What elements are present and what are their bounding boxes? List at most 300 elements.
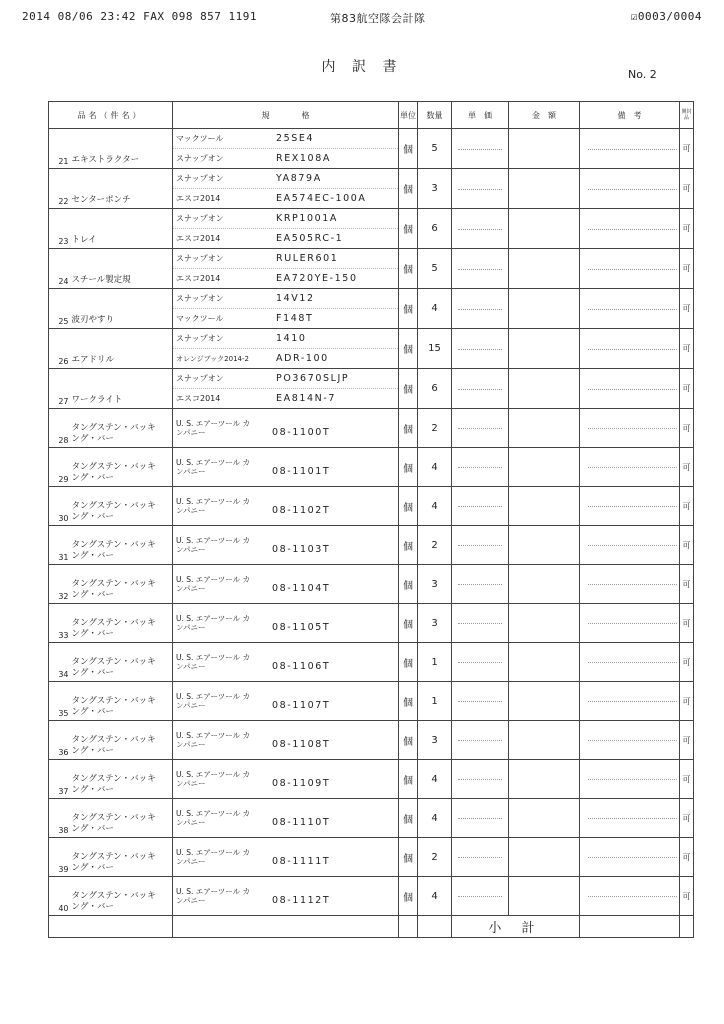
spec-model: EA814N-7 xyxy=(276,393,337,404)
spec-model: ADR-100 xyxy=(276,353,329,364)
item-name-line2: ング・バー xyxy=(71,707,114,717)
item-name-line2: ング・バー xyxy=(71,434,114,444)
spec-maker-line1: U. S. エアーツール カ xyxy=(176,770,250,779)
row-number: 32 xyxy=(49,565,71,604)
spec-maker-line2: ンパニー xyxy=(176,701,206,710)
remarks-field[interactable] xyxy=(580,526,680,565)
item-name-line1: タングステン・バッキ xyxy=(71,891,156,901)
spec-cell xyxy=(173,604,399,643)
amount-field[interactable] xyxy=(509,249,580,289)
spec-maker: エスコ2014 xyxy=(176,394,221,403)
spec-cell xyxy=(173,877,399,916)
spec-maker: マックツール xyxy=(176,314,224,323)
header-unit: 単位 xyxy=(399,102,418,129)
item-name xyxy=(71,682,173,721)
spec-maker-line2: ンパニー xyxy=(176,623,206,632)
remarks-field[interactable] xyxy=(580,643,680,682)
table-row xyxy=(49,249,694,289)
acceptance-mark: 可 xyxy=(680,604,694,643)
item-name: エアドリル xyxy=(71,329,173,369)
spec-maker-line1: U. S. エアーツール カ xyxy=(176,575,250,584)
spec-maker-line1: U. S. エアーツール カ xyxy=(176,419,250,428)
quantity: 3 xyxy=(418,604,452,643)
remarks-field[interactable] xyxy=(580,448,680,487)
table-row xyxy=(49,409,694,448)
row-number: 40 xyxy=(49,877,71,916)
fax-page-number: 0003/0004 xyxy=(637,10,702,23)
remarks-field[interactable] xyxy=(580,838,680,877)
item-name: センターポンチ xyxy=(71,169,173,209)
remarks-field[interactable] xyxy=(580,249,680,289)
item-name-line1: タングステン・バッキ xyxy=(71,813,156,823)
row-number: 34 xyxy=(49,643,71,682)
quantity: 15 xyxy=(418,329,452,369)
item-name xyxy=(71,643,173,682)
remarks-field[interactable] xyxy=(580,329,680,369)
row-number: 25 xyxy=(49,289,71,329)
spec-maker: エスコ2014 xyxy=(176,234,221,243)
row-number: 22 xyxy=(49,169,71,209)
spec-maker-line2: ンパニー xyxy=(176,467,206,476)
unit: 個 xyxy=(399,682,418,721)
item-name-line2: ング・バー xyxy=(71,785,114,795)
remarks-field[interactable] xyxy=(580,682,680,721)
item-name: スチール製定規 xyxy=(71,249,173,289)
row-number: 38 xyxy=(49,799,71,838)
spec-maker: スナップオン xyxy=(176,214,224,223)
header-price: 単 価 xyxy=(452,102,509,129)
spec-model: 08-1106T xyxy=(272,661,331,672)
unit: 個 xyxy=(399,877,418,916)
table-row xyxy=(49,565,694,604)
spec-maker-line2: ンパニー xyxy=(176,428,206,437)
unit: 個 xyxy=(399,643,418,682)
item-name xyxy=(71,526,173,565)
spec-cell xyxy=(173,487,399,526)
unit: 個 xyxy=(399,799,418,838)
table-row xyxy=(49,487,694,526)
table-row xyxy=(49,169,694,209)
price-field[interactable] xyxy=(452,838,509,877)
item-name-line2: ング・バー xyxy=(71,824,114,834)
quantity: 3 xyxy=(418,565,452,604)
header-spec: 規 格 xyxy=(173,102,399,129)
spec-maker-line1: U. S. エアーツール カ xyxy=(176,809,250,818)
subtotal-row xyxy=(49,916,694,938)
quantity: 6 xyxy=(418,209,452,249)
item-name-line1: タングステン・バッキ xyxy=(71,501,156,511)
spec-maker-line1: U. S. エアーツール カ xyxy=(176,614,250,623)
spec-cell xyxy=(173,409,399,448)
table-row xyxy=(49,329,694,369)
item-name-line1: タングステン・バッキ xyxy=(71,540,156,550)
row-number: 23 xyxy=(49,209,71,249)
item-name-line1: タングステン・バッキ xyxy=(71,696,156,706)
amount-field[interactable] xyxy=(509,877,580,916)
spec-model: 08-1104T xyxy=(272,583,331,594)
amount-field[interactable] xyxy=(509,209,580,249)
spec-cell xyxy=(173,249,399,289)
spec-maker: スナップオン xyxy=(176,334,224,343)
acceptance-mark: 可 xyxy=(680,448,694,487)
quantity: 5 xyxy=(418,129,452,169)
acceptance-mark: 可 xyxy=(680,799,694,838)
acceptance-mark: 可 xyxy=(680,877,694,916)
item-name: ワークライト xyxy=(71,369,173,409)
unit: 個 xyxy=(399,369,418,409)
item-name: トレイ xyxy=(71,209,173,249)
fax-header-left: 2014 08/06 23:42 FAX 098 857 1191 xyxy=(22,10,258,23)
price-field[interactable] xyxy=(452,565,509,604)
price-field[interactable] xyxy=(452,448,509,487)
acceptance-mark: 可 xyxy=(680,289,694,329)
row-number: 39 xyxy=(49,838,71,877)
row-number: 35 xyxy=(49,682,71,721)
unit: 個 xyxy=(399,604,418,643)
remarks-field[interactable] xyxy=(580,721,680,760)
acceptance-mark: 可 xyxy=(680,721,694,760)
unit: 個 xyxy=(399,721,418,760)
spec-cell xyxy=(173,289,399,329)
fax-page-icon: ☑ xyxy=(630,10,638,23)
amount-field[interactable] xyxy=(509,565,580,604)
amount-field[interactable] xyxy=(509,329,580,369)
item-name xyxy=(71,487,173,526)
acceptance-mark: 可 xyxy=(680,249,694,289)
spec-model: EA574EC-100A xyxy=(276,193,367,204)
subtotal-label: 小 計 xyxy=(452,916,580,938)
table-row xyxy=(49,129,694,169)
table-row xyxy=(49,760,694,799)
acceptance-mark: 可 xyxy=(680,760,694,799)
unit: 個 xyxy=(399,329,418,369)
spec-model: F148T xyxy=(276,313,314,324)
unit: 個 xyxy=(399,169,418,209)
row-number: 24 xyxy=(49,249,71,289)
spec-maker: マックツール xyxy=(176,134,224,143)
amount-field[interactable] xyxy=(509,604,580,643)
spec-maker: スナップオン xyxy=(176,174,224,183)
unit: 個 xyxy=(399,289,418,329)
spec-model: 25SE4 xyxy=(276,133,315,144)
spec-maker-line2: ンパニー xyxy=(176,662,206,671)
quantity: 2 xyxy=(418,838,452,877)
quantity: 4 xyxy=(418,289,452,329)
spec-maker-line2: ンパニー xyxy=(176,896,206,905)
table-row xyxy=(49,838,694,877)
header-name: 品名（件名） xyxy=(49,102,173,129)
spec-maker-line2: ンパニー xyxy=(176,506,206,515)
item-name-line2: ング・バー xyxy=(71,902,114,912)
row-number: 33 xyxy=(49,604,71,643)
unit: 個 xyxy=(399,487,418,526)
remarks-field[interactable] xyxy=(580,877,680,916)
price-field[interactable] xyxy=(452,209,509,249)
remarks-field[interactable] xyxy=(580,209,680,249)
price-field[interactable] xyxy=(452,369,509,409)
spec-model: RULER601 xyxy=(276,253,339,264)
spec-model: YA879A xyxy=(276,173,322,184)
quantity: 4 xyxy=(418,448,452,487)
document-title: 内 訳 書 xyxy=(321,59,403,75)
item-name: 波刃やすり xyxy=(71,289,173,329)
spec-cell xyxy=(173,169,399,209)
spec-model: 08-1101T xyxy=(272,466,331,477)
spec-cell xyxy=(173,329,399,369)
remarks-field[interactable] xyxy=(580,409,680,448)
spec-maker-line1: U. S. エアーツール カ xyxy=(176,692,250,701)
spec-maker: エスコ2014 xyxy=(176,194,221,203)
spec-model: 14V12 xyxy=(276,293,315,304)
header-acceptance: 開封品 xyxy=(680,102,694,129)
remarks-field[interactable] xyxy=(580,289,680,329)
item-name xyxy=(71,799,173,838)
remarks-field[interactable] xyxy=(580,369,680,409)
item-name xyxy=(71,721,173,760)
row-number: 36 xyxy=(49,721,71,760)
spec-maker: スナップオン xyxy=(176,294,224,303)
spec-model: 08-1109T xyxy=(272,778,331,789)
remarks-field[interactable] xyxy=(580,760,680,799)
spec-maker-line1: U. S. エアーツール カ xyxy=(176,653,250,662)
fax-header-right xyxy=(631,10,702,23)
unit: 個 xyxy=(399,838,418,877)
quantity: 4 xyxy=(418,877,452,916)
spec-model: 08-1112T xyxy=(272,895,331,906)
spec-maker: スナップオン xyxy=(176,154,224,163)
spec-model: KRP1001A xyxy=(276,213,339,224)
spec-cell xyxy=(173,682,399,721)
acceptance-mark: 可 xyxy=(680,329,694,369)
acceptance-mark: 可 xyxy=(680,369,694,409)
row-number: 27 xyxy=(49,369,71,409)
spec-model: 08-1100T xyxy=(272,427,331,438)
item-name-line1: タングステン・バッキ xyxy=(71,735,156,745)
acceptance-mark: 可 xyxy=(680,129,694,169)
spec-cell xyxy=(173,760,399,799)
item-name-line2: ング・バー xyxy=(71,668,114,678)
amount-field[interactable] xyxy=(509,721,580,760)
price-field[interactable] xyxy=(452,799,509,838)
spec-model: 08-1110T xyxy=(272,817,331,828)
acceptance-mark: 可 xyxy=(680,209,694,249)
amount-field[interactable] xyxy=(509,369,580,409)
quantity: 6 xyxy=(418,369,452,409)
quantity: 4 xyxy=(418,487,452,526)
spec-model: 1410 xyxy=(276,333,307,344)
spec-maker-line2: ンパニー xyxy=(176,818,206,827)
spec-cell xyxy=(173,643,399,682)
item-name-line2: ング・バー xyxy=(71,746,114,756)
spec-maker: オレンジブック2014-2 xyxy=(176,354,249,363)
price-field[interactable] xyxy=(452,760,509,799)
item-name-line2: ング・バー xyxy=(71,863,114,873)
spec-model: REX108A xyxy=(276,153,331,164)
table-row xyxy=(49,799,694,838)
spec-cell xyxy=(173,721,399,760)
acceptance-mark: 可 xyxy=(680,526,694,565)
header-remarks: 備 考 xyxy=(580,102,680,129)
spec-cell xyxy=(173,209,399,249)
price-field[interactable] xyxy=(452,329,509,369)
spec-model: 08-1102T xyxy=(272,505,331,516)
spec-model: 08-1107T xyxy=(272,700,331,711)
quantity: 3 xyxy=(418,169,452,209)
spec-maker-line2: ンパニー xyxy=(176,545,206,554)
quantity: 2 xyxy=(418,409,452,448)
item-name xyxy=(71,760,173,799)
remarks-field[interactable] xyxy=(580,799,680,838)
price-field[interactable] xyxy=(452,289,509,329)
item-name-line1: タングステン・バッキ xyxy=(71,852,156,862)
spec-maker-line2: ンパニー xyxy=(176,857,206,866)
price-field[interactable] xyxy=(452,487,509,526)
spec-cell xyxy=(173,838,399,877)
item-name xyxy=(71,604,173,643)
amount-field[interactable] xyxy=(509,129,580,169)
amount-field[interactable] xyxy=(509,760,580,799)
item-name xyxy=(71,409,173,448)
amount-field[interactable] xyxy=(509,448,580,487)
header-amount: 金 額 xyxy=(509,102,580,129)
table-header-row xyxy=(49,102,694,129)
price-field[interactable] xyxy=(452,129,509,169)
item-name-line1: タングステン・バッキ xyxy=(71,657,156,667)
spec-model: 08-1108T xyxy=(272,739,331,750)
amount-field[interactable] xyxy=(509,526,580,565)
row-number: 30 xyxy=(49,487,71,526)
row-number: 26 xyxy=(49,329,71,369)
amount-field[interactable] xyxy=(509,643,580,682)
unit: 個 xyxy=(399,209,418,249)
quantity: 5 xyxy=(418,249,452,289)
remarks-field[interactable] xyxy=(580,129,680,169)
price-field[interactable] xyxy=(452,682,509,721)
spec-cell xyxy=(173,448,399,487)
unit: 個 xyxy=(399,409,418,448)
spec-model: 08-1103T xyxy=(272,544,331,555)
remarks-field[interactable] xyxy=(580,487,680,526)
amount-field[interactable] xyxy=(509,799,580,838)
item-name-line2: ング・バー xyxy=(71,512,114,522)
remarks-field[interactable] xyxy=(580,604,680,643)
spec-maker: スナップオン xyxy=(176,374,224,383)
price-field[interactable] xyxy=(452,526,509,565)
acceptance-mark: 可 xyxy=(680,409,694,448)
spec-cell xyxy=(173,369,399,409)
remarks-field[interactable] xyxy=(580,169,680,209)
row-number: 37 xyxy=(49,760,71,799)
unit: 個 xyxy=(399,129,418,169)
table-row xyxy=(49,682,694,721)
spec-maker: スナップオン xyxy=(176,254,224,263)
item-name xyxy=(71,565,173,604)
spec-model: EA720YE-150 xyxy=(276,273,358,284)
quantity: 4 xyxy=(418,799,452,838)
unit: 個 xyxy=(399,760,418,799)
price-field[interactable] xyxy=(452,721,509,760)
price-field[interactable] xyxy=(452,877,509,916)
amount-field[interactable] xyxy=(509,169,580,209)
acceptance-mark: 可 xyxy=(680,487,694,526)
breakdown-table xyxy=(48,101,694,938)
price-field[interactable] xyxy=(452,643,509,682)
acceptance-mark: 可 xyxy=(680,643,694,682)
item-name-line1: タングステン・バッキ xyxy=(71,462,156,472)
amount-field[interactable] xyxy=(509,838,580,877)
spec-maker-line1: U. S. エアーツール カ xyxy=(176,458,250,467)
acceptance-mark: 可 xyxy=(680,838,694,877)
quantity: 1 xyxy=(418,682,452,721)
table-row xyxy=(49,526,694,565)
spec-model: EA505RC-1 xyxy=(276,233,344,244)
quantity: 3 xyxy=(418,721,452,760)
spec-maker-line1: U. S. エアーツール カ xyxy=(176,848,250,857)
spec-maker-line2: ンパニー xyxy=(176,584,206,593)
subtotal-field[interactable] xyxy=(580,916,680,938)
row-number: 31 xyxy=(49,526,71,565)
quantity: 4 xyxy=(418,760,452,799)
price-field[interactable] xyxy=(452,249,509,289)
spec-maker-line2: ンパニー xyxy=(176,779,206,788)
price-field[interactable] xyxy=(452,604,509,643)
spec-maker-line2: ンパニー xyxy=(176,740,206,749)
item-name-line2: ング・バー xyxy=(71,473,114,483)
item-name-line2: ング・バー xyxy=(71,590,114,600)
table-row xyxy=(49,369,694,409)
item-name xyxy=(71,838,173,877)
row-number: 29 xyxy=(49,448,71,487)
price-field[interactable] xyxy=(452,169,509,209)
unit: 個 xyxy=(399,526,418,565)
spec-cell xyxy=(173,526,399,565)
amount-field[interactable] xyxy=(509,289,580,329)
header-qty: 数量 xyxy=(418,102,452,129)
remarks-field[interactable] xyxy=(580,565,680,604)
unit: 個 xyxy=(399,565,418,604)
table-row xyxy=(49,721,694,760)
row-number: 28 xyxy=(49,409,71,448)
item-name xyxy=(71,448,173,487)
item-name-line1: タングステン・バッキ xyxy=(71,774,156,784)
amount-field[interactable] xyxy=(509,409,580,448)
quantity: 2 xyxy=(418,526,452,565)
spec-maker-line1: U. S. エアーツール カ xyxy=(176,731,250,740)
table-row xyxy=(49,643,694,682)
acceptance-mark: 可 xyxy=(680,565,694,604)
table-row xyxy=(49,448,694,487)
amount-field[interactable] xyxy=(509,682,580,721)
spec-cell xyxy=(173,799,399,838)
acceptance-mark: 可 xyxy=(680,682,694,721)
item-name-line2: ング・バー xyxy=(71,629,114,639)
table-row xyxy=(49,209,694,249)
item-name xyxy=(71,877,173,916)
quantity: 1 xyxy=(418,643,452,682)
item-name-line1: タングステン・バッキ xyxy=(71,618,156,628)
item-name: エキストラクター xyxy=(71,129,173,169)
item-name-line1: タングステン・バッキ xyxy=(71,579,156,589)
price-field[interactable] xyxy=(452,409,509,448)
acceptance-mark: 可 xyxy=(680,169,694,209)
row-number: 21 xyxy=(49,129,71,169)
amount-field[interactable] xyxy=(509,487,580,526)
item-name-line2: ング・バー xyxy=(71,551,114,561)
spec-cell xyxy=(173,129,399,169)
table-row xyxy=(49,877,694,916)
table-row xyxy=(49,604,694,643)
unit: 個 xyxy=(399,448,418,487)
